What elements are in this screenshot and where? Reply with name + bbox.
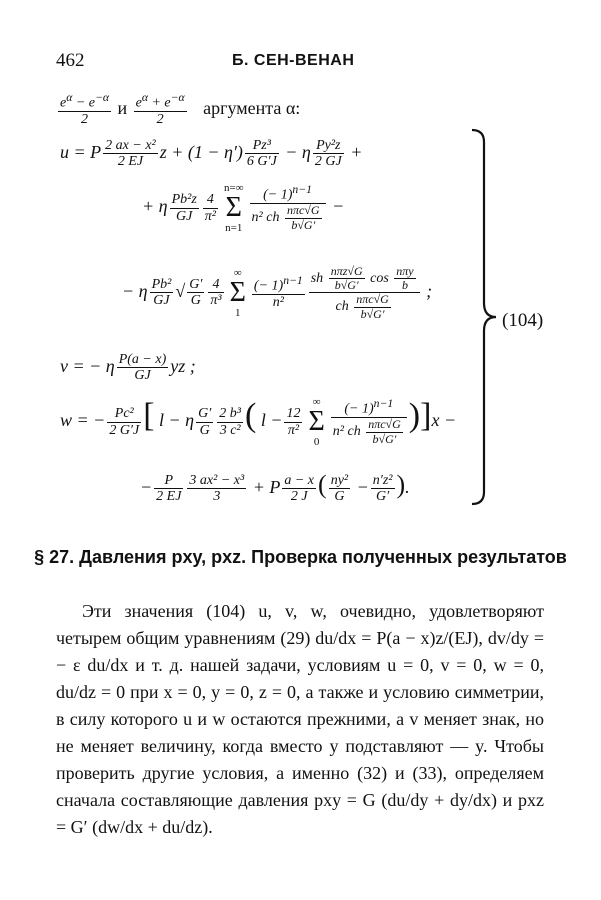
paragraph-text: Эти значения (104) u, v, w, очевидно, удовлетворяют четырем общим уравнениям (29) du/dx = P(a − x)z/(EJ), dv/dy = − ε du/dx и т. д. нашей задачи, условиям u = 0, v = 0, w = 0, du/dz = 0 при x = 0, y = 0, z = 0, а также и условию симметрии, в силу которого u и w остаются прежними, a v меняет знак, но не меняет величину, когда вместо y подставляют — y. Чтобы проверить другие условия, а именно (32) и (33), определяем сначала составляющие давления pxy = G (du/dy + dy/dx) и pxz = G′ (dw/dx + du/dz). [56, 601, 544, 837]
intro-text: аргумента α: [203, 97, 301, 118]
fraction-cosh-like: $\frac{e^\alpha - e^{-\alpha}}{2}$ [60, 91, 109, 128]
equation-w-line1: w = − $\frac{\text{Pc²}}{2 G'J}$ [ l − η $\frac{G'}{G}$ $\frac{\text{2 b³}}{\text{3 c²}}$ ( l − $\frac{12}{\text{π²}}$ ∞ Σ 0 (− 1)$^{n-1}$ n² ch $\frac{\text{nπc√G}}{b√G'}$ )]x − [60, 396, 457, 449]
equation-u-line3: − η $\frac{\text{Pb²}}{GJ}$ √ $\frac{G'}{G}$ $\frac{4}{\text{π³}}$ ∞ Σ 1 $\frac{(- 1)^{n-1}}{\text{n²}}$ sh $\frac{\text{nπz√G}}{b√G'}$ cos $\frac{\text{nπy}}{b}$ ch $\frac{\text{nπc√G}}{b√G'}$ ; [122, 264, 433, 321]
right-brace [470, 128, 498, 506]
equation-u-line1: u = P $\frac{\text{2 ax − x²}}{2 EJ}$ z + (1 − η′) $\frac{\text{Pz³}}{6 G'J}$ − η $\frac{\text{Py²z}}{2 GJ}$ + [60, 138, 363, 170]
body-paragraph [56, 598, 544, 841]
equation-w-line2: − $\frac{P}{2 EJ}$ $\frac{\text{3 ax² − x³}}{3}$ + P $\frac{a - x}{2 J}$ ( $\frac{\text{ny²}}{G}$ − $\frac{\text{n′z²}}{G'}$ ). [140, 470, 410, 505]
section-heading: § 27. Давления pxy, pxz. Проверка полученных результатов [34, 547, 567, 567]
equation-number: (104) [502, 310, 544, 331]
intro-line [56, 92, 300, 127]
eq-u1-text [0, 0, 1, 1]
fraction-sinh-like: $\frac{e^\alpha + e^{-\alpha}}{2}$ [135, 91, 185, 128]
page-number: 462 [56, 50, 85, 71]
equation-u-line2: + η $\frac{\text{Pb²z}}{GJ}$ $\frac{4}{\text{π²}}$ n=∞ Σ n=1 (− 1)$^{n-1}$ n² ch $\frac{\text{nπc√G}}{b√G'}$ − [142, 182, 345, 235]
intro-and: и [117, 97, 128, 118]
running-header-author: Б. СЕН-ВЕНАН [232, 52, 355, 69]
equation-v: v = − η $\frac{P(a - x)}{GJ}$ yz ; [60, 352, 196, 384]
equation-text-source [0, 0, 1, 1]
